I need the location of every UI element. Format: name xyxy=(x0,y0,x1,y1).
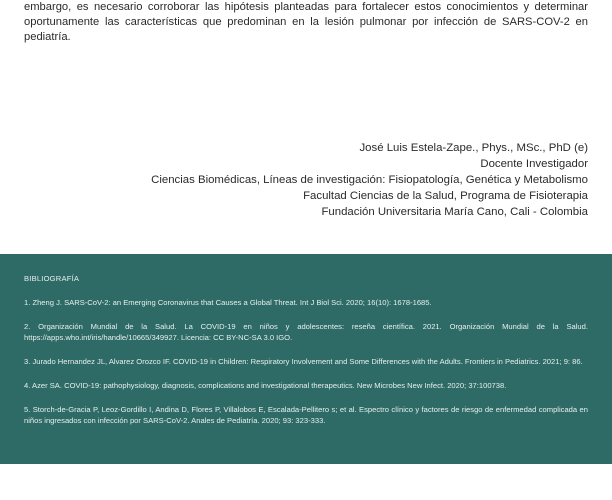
intro-paragraph: embargo, es necesario corroborar las hipótesis planteadas para fortalecer estos conocimientos y determinar oportunamente las características que predominan en la lesión pulmonar por infección de SARS-COV-2 en pediatría. xyxy=(24,1,588,44)
reference-item: 5. Storch-de-Gracia P, Leoz-Gordillo I, Andina D, Flores P, Villalobos E, Escalada-Pellitero s; et al. Espectro clínico y factores de riesgo de enfermedad complicada en niños ingresados con infección por SARS-CoV-2. Anales de Pediatría. 2020; 93: 323-333. xyxy=(24,405,588,425)
bibliography-title: BIBLIOGRAFÍA xyxy=(24,274,80,283)
author-faculty: Facultad Ciencias de la Salud, Programa de Fisioterapia xyxy=(303,189,588,202)
reference-list xyxy=(24,297,588,426)
reference-item: 3. Jurado Hernandez JL, Alvarez Orozco IF. COVID-19 in Children: Respiratory Involvement and Some Differences with the Adults. Frontiers in Pediatrics. 2021; 9: 86. xyxy=(24,357,583,366)
author-department: Ciencias Biomédicas, Líneas de investigación: Fisiopatología, Genética y Metabolismo xyxy=(151,173,588,186)
bibliography-section xyxy=(0,254,612,464)
author-institution: Fundación Universitaria María Cano, Cali - Colombia xyxy=(321,205,588,218)
author-role: Docente Investigador xyxy=(480,157,588,170)
reference-item: 1. Zheng J. SARS-CoV-2: an Emerging Coronavirus that Causes a Global Threat. Int J Biol Sci. 2020; 16(10): 1678-1685. xyxy=(24,298,432,307)
intro-paragraph-block xyxy=(24,0,588,46)
reference-item: 4. Azer SA. COVID-19: pathophysiology, diagnosis, complications and investigational therapeutics. New Microbes New Infect. 2020; 37:100738. xyxy=(24,381,507,390)
author-signature xyxy=(88,141,588,221)
reference-item: 2. Organización Mundial de la Salud. La COVID-19 en niños y adolescentes: reseña científica. 2021. Organización Mundial de la Salud. https://apps.who.int/iris/handle/10665/349927. Licencia: CC BY-NC-SA 3.0 IGO. xyxy=(24,322,588,342)
author-name: José Luis Estela-Zape., Phys., MSc., PhD (e) xyxy=(359,142,588,154)
